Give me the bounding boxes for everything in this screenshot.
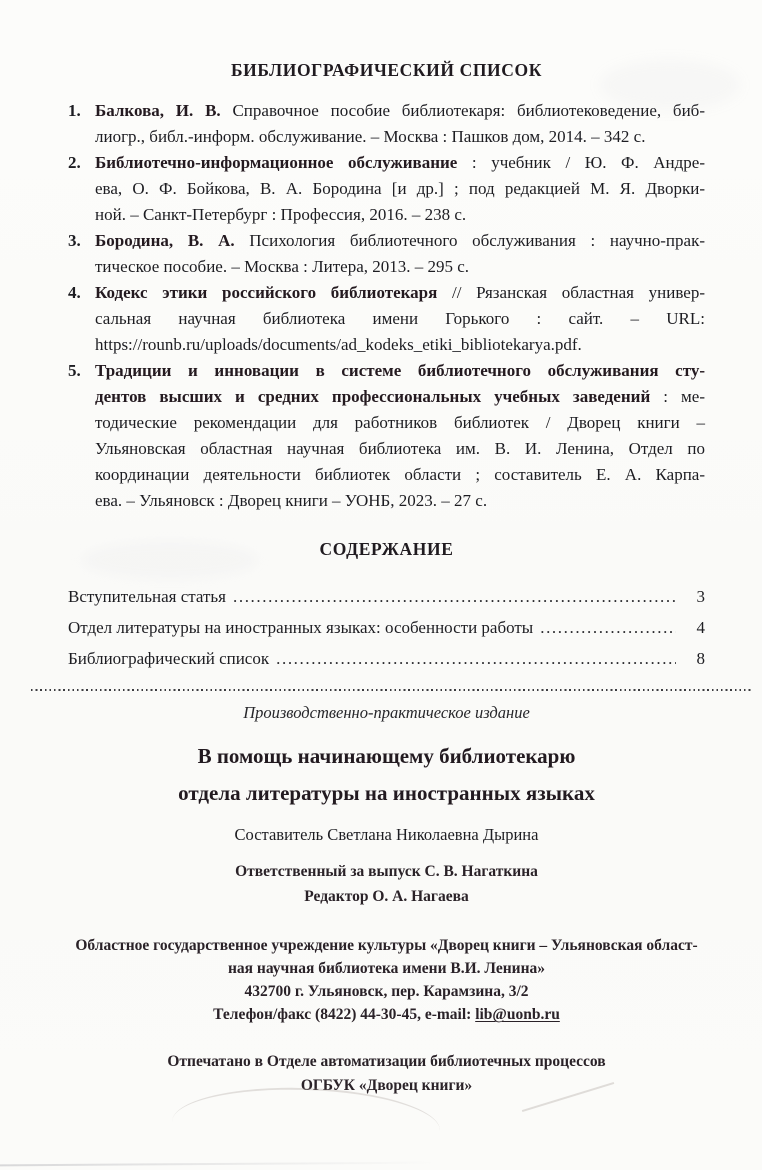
- toc-entry-label: Вступительная статья: [68, 587, 226, 606]
- publisher-contacts: [68, 1003, 705, 1026]
- item-number: 4.: [68, 283, 81, 302]
- toc-page-number: 3: [696, 587, 705, 606]
- bibliography-line: Ульяновская областная научная библиотека им. В. И. Ленина, Отдел по: [95, 439, 705, 458]
- bibliography-item: [68, 228, 705, 280]
- bibliography-line: Балкова, И. В. Справочное пособие библиотекаря: библиотековедение, биб-: [95, 101, 705, 120]
- toc-entry-label: Библиографический список: [68, 649, 270, 668]
- book-title-line1: В помощь начинающему библиотекарю: [197, 744, 576, 769]
- toc-entry-label: Отдел литературы на иностранных языках: особенности работы: [68, 618, 534, 637]
- toc-entry: [68, 581, 705, 612]
- bibliography-line: Традиции и инновации в системе библиотечного обслуживания сту-: [95, 361, 705, 380]
- book-title: [68, 738, 705, 812]
- bibliography-item: [68, 150, 705, 228]
- bibliography-line: лиогр., библ.-информ. обслуживание. – Москва : Пашков дом, 2014. – 342 с.: [95, 127, 646, 146]
- toc-entry: [68, 643, 705, 674]
- bibliography-line: ева. – Ульяновск : Дворец книги – УОНБ, 2023. – 27 с.: [95, 491, 488, 510]
- bibliography-line: координации деятельности библиотек области ; составитель Е. А. Карпа-: [95, 465, 705, 484]
- bibliography-line: Кодекс этики российского библиотекаря // Рязанская областная универ-: [95, 283, 705, 302]
- toc-entry: [68, 612, 705, 643]
- publisher-address: 432700 г. Ульяновск, пер. Карамзина, 3/2: [244, 983, 529, 1001]
- responsible-line: Ответственный за выпуск С. В. Нагаткина: [235, 863, 538, 881]
- bibliography-line: тодические рекомендации для работников библиотек / Дворец книги –: [95, 413, 705, 432]
- editor-line: Редактор О. А. Нагаева: [304, 888, 469, 906]
- item-number: 3.: [68, 231, 81, 250]
- toc-dot-leader: [540, 612, 676, 643]
- compiler-line: Составитель Светлана Николаевна Дырина: [234, 825, 539, 845]
- phone-text: Телефон/факс (8422) 44-30-45, e-mail:: [213, 1006, 476, 1024]
- toc-dot-leader: [233, 581, 676, 612]
- bibliography-item: [68, 358, 705, 514]
- item-number: 2.: [68, 153, 81, 172]
- toc-page-number: 4: [696, 618, 705, 637]
- bibliography-line: Библиотечно-информационное обслуживание : учебник / Ю. Ф. Андре-: [95, 153, 705, 172]
- toc-list: [68, 581, 705, 674]
- staff-block: [68, 859, 705, 909]
- bibliography-item: [68, 98, 705, 150]
- printed-block: [68, 1050, 705, 1098]
- toc-page-number: 8: [696, 649, 705, 668]
- bibliography-line: тическое пособие. – Москва : Литера, 2013. – 295 с.: [95, 257, 470, 276]
- item-number: 1.: [68, 101, 81, 120]
- bibliography-line: https://rounb.ru/uploads/documents/ad_kodeks_etiki_bibliotekarya.pdf.: [95, 335, 582, 354]
- bibliography-line: дентов высших и средних профессиональных учебных заведений : ме-: [95, 387, 706, 406]
- item-number: 5.: [68, 361, 81, 380]
- publisher-block: [68, 934, 705, 1026]
- scan-artifact-smudge: [80, 540, 260, 580]
- email-link: lib@uonb.ru: [475, 1006, 560, 1024]
- bibliography-line: Бородина, В. А. Психология библиотечного обслуживания : научно-прак-: [95, 231, 705, 250]
- toc-title: СОДЕРЖАНИЕ: [319, 539, 454, 559]
- bibliography-line: ева, О. Ф. Бойкова, В. А. Бородина [и др.] ; под редакцией М. Я. Дворки-: [95, 179, 705, 198]
- bibliography-title: БИБЛИОГРАФИЧЕСКИЙ СПИСОК: [231, 60, 542, 80]
- toc-dot-leader: [276, 643, 676, 674]
- bibliography-line: сальная научная библиотека имени Горького : сайт. – URL:: [95, 309, 705, 328]
- publisher-name: [68, 934, 705, 980]
- publisher-name-line: ная научная библиотека имени В.И. Ленина»: [227, 960, 546, 978]
- dotted-separator: [31, 689, 751, 691]
- printed-line1: Отпечатано в Отделе автоматизации библиотечных процессов: [167, 1053, 606, 1071]
- bibliography-item: [68, 280, 705, 358]
- publisher-name-line: Областное государственное учреждение культуры «Дворец книги – Ульяновская област-: [75, 937, 698, 955]
- scan-artifact-smudge: [600, 60, 740, 110]
- edition-type-label: Производственно-практическое издание: [243, 703, 530, 723]
- bibliography-line: ной. – Санкт-Петербург : Профессия, 2016. – 238 с.: [95, 205, 467, 224]
- bibliography-list: [68, 98, 705, 514]
- scan-artifact-page-edge: [0, 1162, 436, 1167]
- book-title-line2: отдела литературы на иностранных языках: [178, 781, 595, 806]
- printed-line2: ОГБУК «Дворец книги»: [300, 1077, 473, 1095]
